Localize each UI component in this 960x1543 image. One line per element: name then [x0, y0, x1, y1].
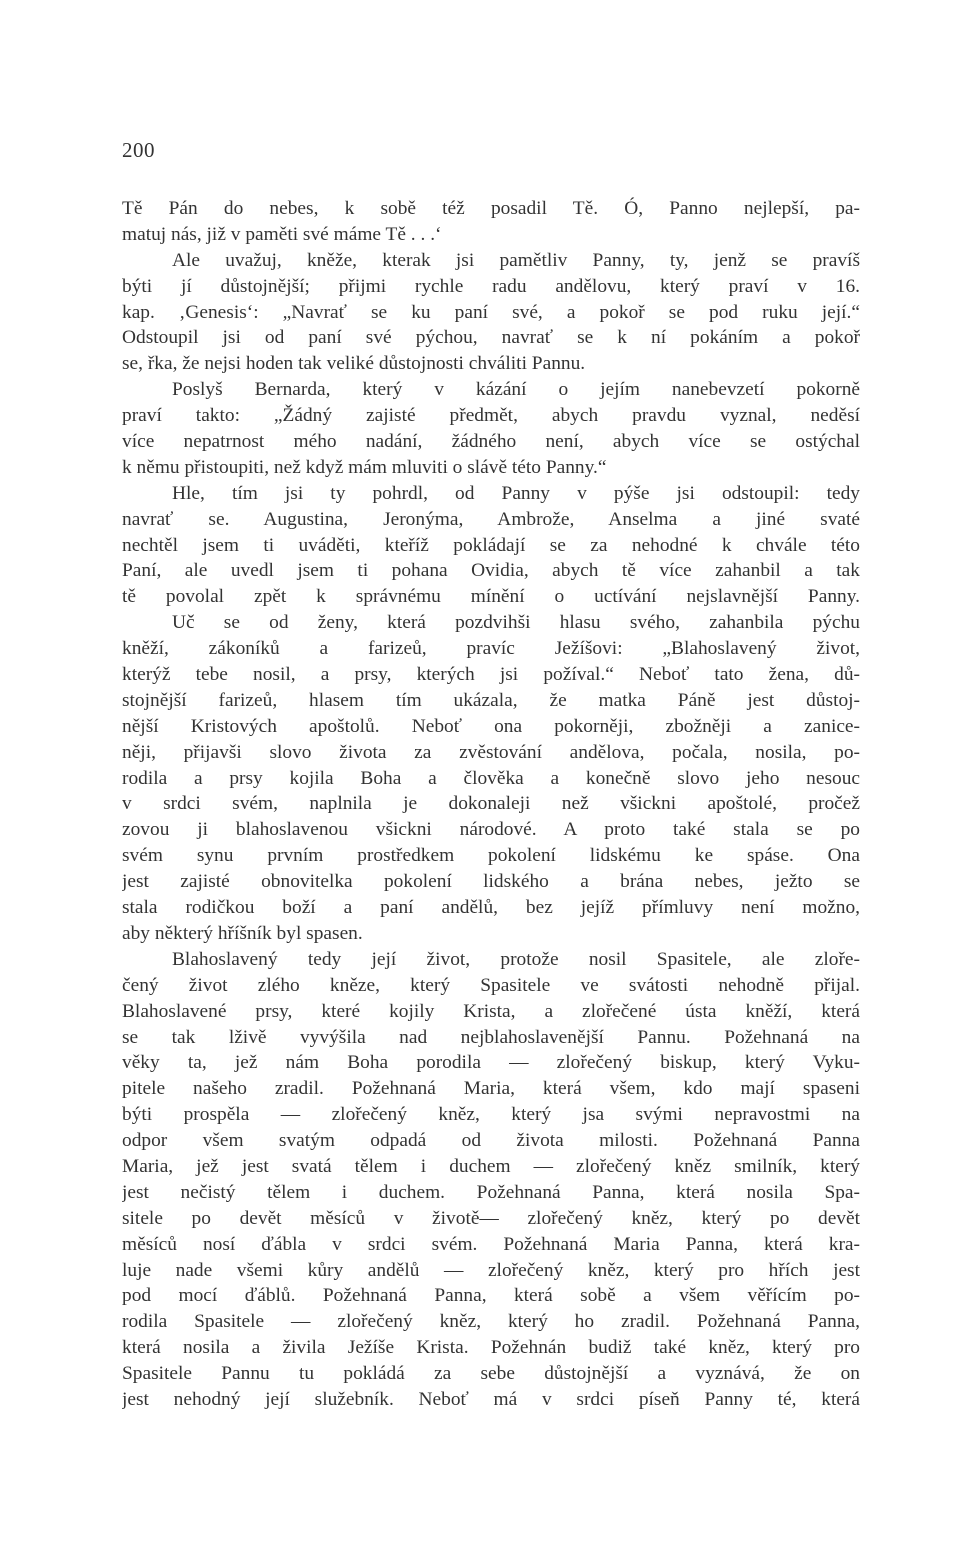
text-line: kterýž tebe nosil, a prsy, kterých jsi požíval.“ Neboť tato žena, dů-: [122, 664, 860, 686]
text-line: svém synu prvním prostředkem pokolení lidskému ke spáse. Ona: [122, 845, 860, 867]
text-line: věky ta, jež nám Boha porodila — zlořečený biskup, který Vyku-: [122, 1052, 860, 1074]
text-line: kap. ‚Genesis‘: „Navrať se ku paní své, a pokoř se pod ruku její.“: [122, 301, 860, 323]
text-line: Paní, ale uvedl jsem ti pohana Ovidia, abych tě více zahanbil a tak: [122, 560, 860, 582]
body-text: [122, 196, 860, 1413]
text-line: se tak lživě vyvýšila nad nejblahoslavenější Pannu. Požehnaná na: [122, 1026, 860, 1048]
text-line: pod mocí ďáblů. Požehnaná Panna, která sobě a všem věřícím po-: [122, 1285, 860, 1307]
text-line: aby některý hříšník byl spasen.: [122, 922, 363, 944]
text-line: nechtěl jsem ti uváděti, kteříž pokládají se za nehodné k chvále této: [122, 534, 860, 556]
text-line: nější Kristových apoštolů. Neboť ona pokorněji, zbožněji a zanice-: [122, 715, 860, 737]
text-line: rodila Spasitele — zlořečený kněz, který ho zradil. Požehnaná Panna,: [122, 1311, 860, 1333]
text-line: Poslyš Bernarda, který v kázání o jejím nanebevzetí pokorně: [172, 379, 860, 401]
text-line: stojnější farizeů, hlasem tím ukázala, že matka Páně jest důstoj-: [122, 689, 860, 711]
text-line: Spasitele Pannu tu pokládá za sebe důstojnější a vyznává, že on: [122, 1363, 860, 1385]
text-line: pitele našeho zradil. Požehnaná Maria, která všem, kdo mají spaseni: [122, 1078, 860, 1100]
text-line: tě povolal zpět k správnému mínění o uctívání nejslavnější Panny.: [122, 586, 860, 608]
text-line: jest nehodný její služebník. Neboť má v srdci píseň Panny té, která: [122, 1388, 860, 1410]
text-line: zovou ji blahoslavenou všickni národové. A proto také stala se po: [122, 819, 860, 841]
text-line: Tě Pán do nebes, k sobě též posadil Tě. Ó, Panno nejlepší, pa-: [122, 198, 860, 219]
page-number: 200: [122, 138, 155, 162]
text-line: Ale uvažuj, kněže, kterak jsi pamětliv Panny, ty, jenž se pravíš: [172, 249, 860, 271]
text-line: navrať se. Augustina, Jeronýma, Ambrože, Anselma a jiné svaté: [122, 508, 860, 530]
text-line: luje nade všemi kůry andělů — zlořečený kněz, který pro hřích jest: [122, 1259, 860, 1281]
text-line: kněží, zákoníků a farizeů, pravíc Ježíšovi: „Blahoslavený život,: [122, 638, 860, 660]
text-line: matuj nás, již v paměti své máme Tě . . .‘: [122, 223, 442, 245]
text-line: Blahoslavený tedy její život, protože nosil Spasitele, ale zloře-: [172, 948, 860, 970]
text-line: praví takto: „Žádný zajisté předmět, abych pravdu vyznal, neděsí: [122, 405, 860, 427]
text-line: měsíců nosí ďábla v srdci svém. Požehnaná Maria Panna, která kra-: [122, 1233, 860, 1255]
text-line: býti prospěla — zlořečený kněz, který jsa svými nepravostmi na: [122, 1104, 860, 1126]
text-line: čený život zlého kněze, který Spasitele ve svátosti nehodně přijal.: [122, 974, 860, 996]
text-line: sitele po devět měsíců v životě— zlořečený kněz, který po devět: [122, 1207, 860, 1229]
text-line: se, řka, že nejsi hoden tak veliké důstojnosti chváliti Pannu.: [122, 353, 586, 375]
text-line: jest zajisté obnovitelka pokolení lidského a brána nebes, ježto se: [122, 871, 860, 893]
text-line: jest nečistý tělem i duchem. Požehnaná Panna, která nosila Spa-: [122, 1181, 860, 1203]
text-line: stala rodičkou boží a paní andělů, bez jejíž přímluvy není možno,: [122, 897, 860, 919]
text-line: rodila a prsy kojila Boha a člověka a konečně slovo jeho nesouc: [122, 767, 860, 789]
text-line: Odstoupil jsi od paní své pýchou, navrať se k ní pokáním a pokoř: [122, 327, 860, 349]
text-line: k němu přistoupiti, než když mám mluviti o slávě této Panny.“: [122, 456, 607, 478]
text-line: Hle, tím jsi ty pohrdl, od Panny v pýše jsi odstoupil: tedy: [172, 482, 860, 504]
text-line: Uč se od ženy, která pozdvihši hlasu svého, zahanbila pýchu: [172, 612, 860, 634]
text-line: více nepatrnost mého nadání, žádného není, abych více se ostýchal: [122, 431, 860, 453]
text-line: odpor všem svatým odpadá od života milosti. Požehnaná Panna: [122, 1130, 860, 1152]
text-line: Maria, jež jest svatá tělem i duchem — zlořečený kněz smilník, který: [122, 1155, 860, 1177]
text-line: v srdci svém, naplnila je dokonaleji než všickni apoštolé, pročež: [122, 793, 860, 815]
text-line: Blahoslavené prsy, které kojily Krista, a zlořečené ústa kněží, která: [122, 1000, 860, 1022]
text-line: něji, přijavši slovo života za zvěstování andělova, počala, nosila, po-: [122, 741, 860, 763]
text-line: býti jí důstojnější; přijmi rychle radu andělovu, který praví v 16.: [122, 275, 860, 297]
text-line: která nosila a živila Ježíše Krista. Požehnán budiž také kněz, který pro: [122, 1337, 860, 1359]
